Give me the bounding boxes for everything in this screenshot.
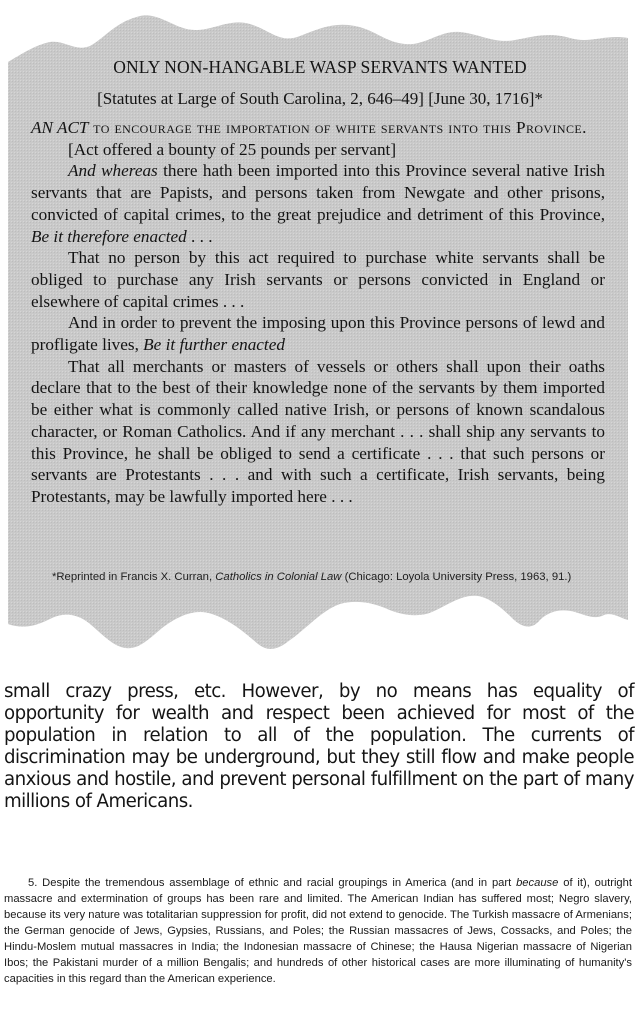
merchants-paragraph: That all merchants or masters of vessels or others shall upon their oaths declare that to the best of their knowledge none of the servants by them imported be either what is commonly called native Irish, or persons of known scandalous character, or Roman Catholics. And if any merchant . . . shall ship any servants to this Province, he shall be obliged to send a certificate . . . that such persons or servants are Protestants . . . and with such a certificate, Irish servants, being Protestants, may be lawfully imported here . . . — [31, 356, 605, 506]
whereas-lead: And whereas — [68, 161, 158, 181]
in-order-text: And in order to prevent the imposing upon this Province persons of lewd and profligate lives, — [31, 313, 605, 355]
whereas-ellipsis: . . . — [186, 226, 213, 246]
whereas-text: there hath been imported into this Province several native Irish servants that are Papists, and persons taken from Newgate and other prisons, convicted of capital crimes, to the great prejudice and detriment of this Province, — [31, 161, 605, 224]
in-order-enacted: Be it further enacted — [143, 335, 285, 355]
whereas-paragraph — [31, 160, 605, 247]
footnote-number: 5. — [28, 877, 38, 889]
act-heading-lead: AN ACT — [31, 118, 89, 137]
body-paragraph — [4, 681, 634, 813]
act-heading — [31, 117, 605, 139]
reprint-note-tail: (Chicago: Loyola University Press, 1963, 91.) — [341, 571, 572, 583]
footnote — [4, 875, 632, 987]
footnote-italic-word: because — [516, 877, 559, 889]
excerpt-citation: [Statutes at Large of South Carolina, 2, 646–49] [June 30, 1716]* — [97, 89, 543, 108]
no-person-paragraph: That no person by this act required to purchase white servants shall be obliged to purchase any Irish servants or persons convicted in England or elsewhere of capital crimes . . . — [31, 248, 605, 311]
reprint-note-title: Catholics in Colonial Law — [215, 571, 342, 583]
footnote-text: of it), outright massacre and extermination of groups has been rare and limited. The American Indian has suffered most; Negro slavery, because its very nature was totalitarian suppression for profit, did not extend to genocide. The Turkish massacre of Armenians; the German genocide of Jews, Gypsies, Russians, and Poles; the Russian massacres of Jews, Cossacks, and Poles; the Hindu-Moslem mutual massacres in India; the Indonesian massacre of Chinese; the Hausa Nigerian massacre of Nigerian Ibos; the Pakistani murder of a million Bengalis; and hundreds of other historical cases are more illuminating of humanity's capacities in this regard than the American experience. — [4, 877, 632, 985]
body-paragraph-text: small crazy press, etc. However, by no means has equality of opportunity for wealth and respect been achieved for most of the population in relation to all of the population. The currents of discrimination may be underground, but they still flow and make people anxious and hostile, and prevent personal fulfillment on the part of many millions of Americans. — [4, 681, 634, 812]
act-heading-rest: to encourage the importation of white servants into this Province. — [88, 118, 587, 137]
reprint-note-lead: *Reprinted in Francis X. Curran, — [52, 571, 216, 583]
bounty-note: [Act offered a bounty of 25 pounds per servant] — [68, 139, 397, 159]
excerpt-body — [31, 117, 605, 508]
whereas-enacted: Be it therefore enacted — [31, 226, 187, 246]
reprint-note — [31, 569, 609, 585]
excerpt-title: ONLY NON-HANGABLE WASP SERVANTS WANTED — [113, 57, 527, 77]
footnote-lead: Despite the tremendous assemblage of ethnic and racial groupings in America (and in part — [37, 877, 517, 889]
in-order-paragraph — [31, 312, 605, 355]
